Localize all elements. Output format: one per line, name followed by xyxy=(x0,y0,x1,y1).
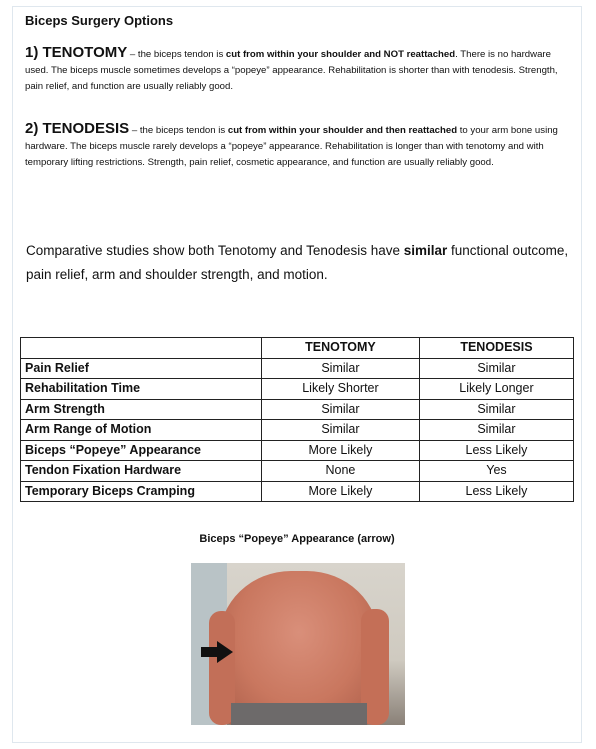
document-title: Biceps Surgery Options xyxy=(25,13,174,28)
row-label: Pain Relief xyxy=(21,358,262,379)
tenotomy-section xyxy=(25,45,570,95)
tenotomy-cell: More Likely xyxy=(262,481,420,502)
table-row xyxy=(21,440,574,461)
tenodesis-cell: Less Likely xyxy=(419,440,573,461)
row-label: Arm Strength xyxy=(21,399,262,420)
figure-caption: Biceps “Popeye” Appearance (arrow) xyxy=(199,533,395,545)
tenodesis-cell: Similar xyxy=(419,420,573,441)
summary-before: Comparative studies show both Tenotomy and Tenodesis have xyxy=(26,243,404,258)
table-row xyxy=(21,358,574,379)
comparative-summary xyxy=(26,239,571,287)
tenotomy-description: . There is no hardware used. The biceps muscle sometimes develops a “popeye” appearance. Rehabilitation is shorter than with tenodesis. Strength, pain relief, and function are usually reliably good. xyxy=(25,49,558,92)
tenodesis-bold-text: cut from within your shoulder and then reattached xyxy=(227,125,458,136)
row-label: Temporary Biceps Cramping xyxy=(21,481,262,502)
tenotomy-cell: None xyxy=(262,461,420,482)
tenotomy-bold-text: cut from within your shoulder and NOT reattached xyxy=(225,49,456,60)
tenotomy-cell: Likely Shorter xyxy=(262,379,420,400)
tenodesis-cell: Similar xyxy=(419,358,573,379)
tenotomy-cell: More Likely xyxy=(262,440,420,461)
summary-after: functional outcome, pain relief, arm and shoulder strength, and motion. xyxy=(26,243,569,282)
table-row xyxy=(21,379,574,400)
table-header-row xyxy=(21,338,574,359)
row-label: Arm Range of Motion xyxy=(21,420,262,441)
tenodesis-heading: 2) TENODESIS xyxy=(25,120,130,137)
arrow-icon xyxy=(201,641,233,663)
tenodesis-intro: – the biceps tendon is xyxy=(129,125,228,136)
table-row xyxy=(21,461,574,482)
tenotomy-cell: Similar xyxy=(262,420,420,441)
comparison-table xyxy=(20,337,574,502)
tenotomy-heading: 1) TENOTOMY xyxy=(25,44,128,61)
row-label: Biceps “Popeye” Appearance xyxy=(21,440,262,461)
photo-torso xyxy=(219,571,379,725)
tenodesis-cell: Similar xyxy=(419,399,573,420)
tenotomy-cell: Similar xyxy=(262,358,420,379)
row-label: Rehabilitation Time xyxy=(21,379,262,400)
tenodesis-section xyxy=(25,121,570,171)
table-row xyxy=(21,399,574,420)
table-header-blank xyxy=(21,338,262,359)
popeye-photo xyxy=(191,563,405,725)
tenodesis-description: to your arm bone using hardware. The biceps muscle rarely develops a “popeye” appearance. Rehabilitation is longer than with tenotomy and with temporary lifting restrictions. Strength, pain relief, cosmetic appearance, and function are usually reliably good. xyxy=(25,125,558,168)
tenodesis-cell: Less Likely xyxy=(419,481,573,502)
table-row xyxy=(21,481,574,502)
tenotomy-cell: Similar xyxy=(262,399,420,420)
tenodesis-cell: Likely Longer xyxy=(419,379,573,400)
photo-shorts xyxy=(231,703,367,725)
row-label: Tendon Fixation Hardware xyxy=(21,461,262,482)
table-header-tenodesis: TENODESIS xyxy=(419,338,573,359)
table-row xyxy=(21,420,574,441)
summary-bold: similar xyxy=(403,243,448,258)
tenotomy-intro: – the biceps tendon is xyxy=(127,49,226,60)
document-page xyxy=(12,6,582,743)
table-header-tenotomy: TENOTOMY xyxy=(262,338,420,359)
tenodesis-cell: Yes xyxy=(419,461,573,482)
